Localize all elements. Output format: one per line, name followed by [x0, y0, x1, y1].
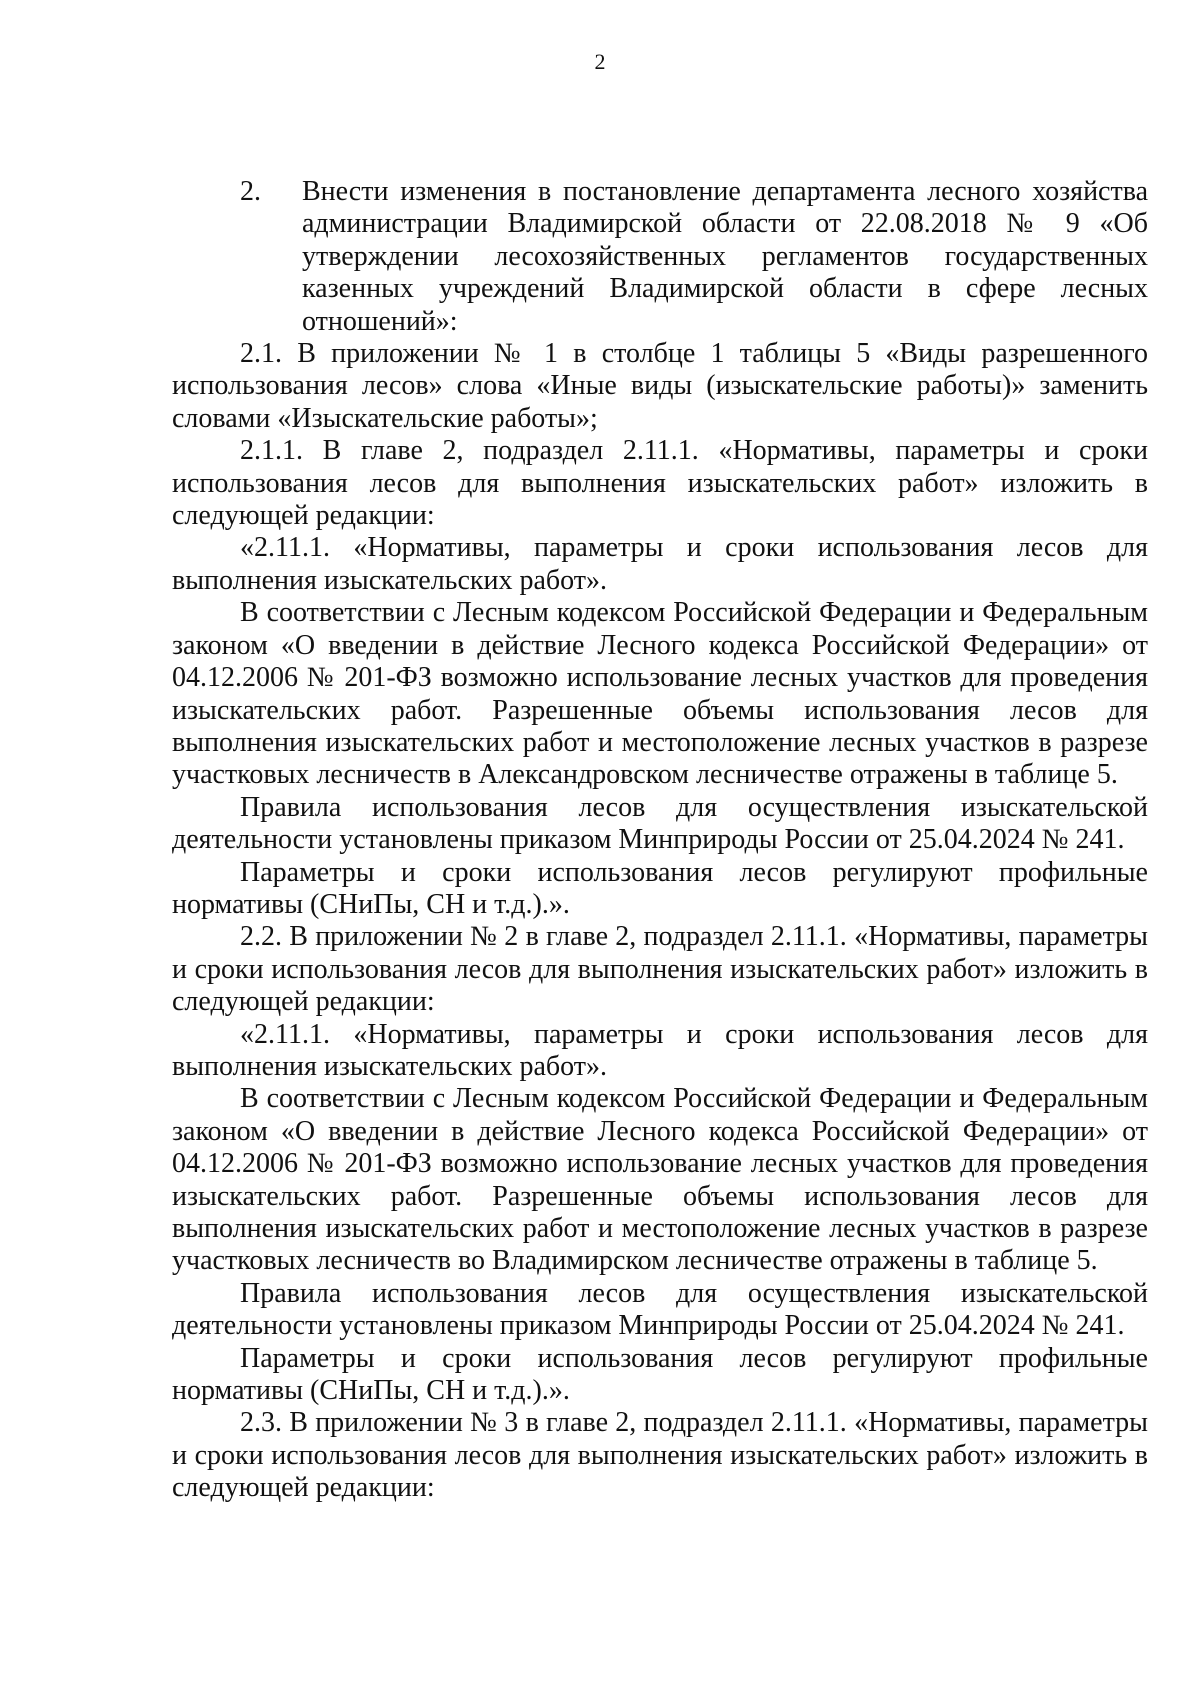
document-body — [172, 176, 1148, 1505]
paragraph-item-2-3: 2.3. В приложении № 3 в главе 2, подраздел 2.11.1. «Нормативы, параметры и сроки использования лесов для выполнения изыскательских работ» изложить в следующей редакции: — [172, 1407, 1148, 1504]
paragraph-quote-heading: «2.11.1. «Нормативы, параметры и сроки использования лесов для выполнения изыскательских работ». — [172, 532, 1148, 596]
paragraph-item-2-2: 2.2. В приложении № 2 в главе 2, подраздел 2.11.1. «Нормативы, параметры и сроки использования лесов для выполнения изыскательских работ» изложить в следующей редакции: — [172, 921, 1148, 1018]
paragraph-body: В соответствии с Лесным кодексом Российской Федерации и Федеральным законом «О введении в действие Лесного кодекса Российской Федерации» от 04.12.2006 № 201-ФЗ возможно использование лесных участков для проведения изыскательских работ. Разрешенные объемы использования лесов для выполнения изыскательских работ и местоположение лесных участков в разрезе участковых лесничеств во Владимирском лесничестве отражены в таблице 5. — [172, 1083, 1148, 1277]
paragraph-body: Параметры и сроки использования лесов регулируют профильные нормативы (СНиПы, СН и т.д.).». — [172, 856, 1148, 920]
paragraph-text: Внести изменения в постановление департамента лесного хозяйства администрации Владимирской области от 22.08.2018 № 9 «Об утверждении лесохозяйственных регламентов государственных казенных учреждений Владимирской области в сфере лесных отношений»: — [302, 176, 1148, 337]
paragraph-body: В соответствии с Лесным кодексом Российской Федерации и Федеральным законом «О введении в действие Лесного кодекса Российской Федерации» от 04.12.2006 № 201-ФЗ возможно использование лесных участков для проведения изыскательских работ. Разрешенные объемы использования лесов для выполнения изыскательских работ и местоположение лесных участков в разрезе участковых лесничеств в Александровском лесничестве отражены в таблице 5. — [172, 597, 1148, 791]
page-number: 2 — [594, 49, 606, 74]
paragraph-item-2-1: 2.1. В приложении № 1 в столбце 1 таблицы 5 «Виды разрешенного использования лесов» слова «Иные виды (изыскательские работы)» заменить словами «Изыскательские работы»; — [172, 338, 1148, 434]
paragraph-body: Параметры и сроки использования лесов регулируют профильные нормативы (СНиПы, СН и т.д.).». — [172, 1342, 1148, 1407]
paragraph-quote-heading: «2.11.1. «Нормативы, параметры и сроки использования лесов для выполнения изыскательских работ». — [172, 1018, 1148, 1082]
item-number: 2. — [240, 176, 261, 207]
paragraph-item-2 — [172, 176, 1148, 338]
paragraph-body: Правила использования лесов для осуществления изыскательской деятельности установлены приказом Минприроды России от 25.04.2024 № 241. — [172, 1277, 1148, 1342]
paragraph-item-2-1-1: 2.1.1. В главе 2, подраздел 2.11.1. «Нормативы, параметры и сроки использования лесов для выполнения изыскательских работ» изложить в следующей редакции: — [172, 435, 1148, 532]
paragraph-body: Правила использования лесов для осуществления изыскательской деятельности установлены приказом Минприроды России от 25.04.2024 № 241. — [172, 791, 1148, 856]
